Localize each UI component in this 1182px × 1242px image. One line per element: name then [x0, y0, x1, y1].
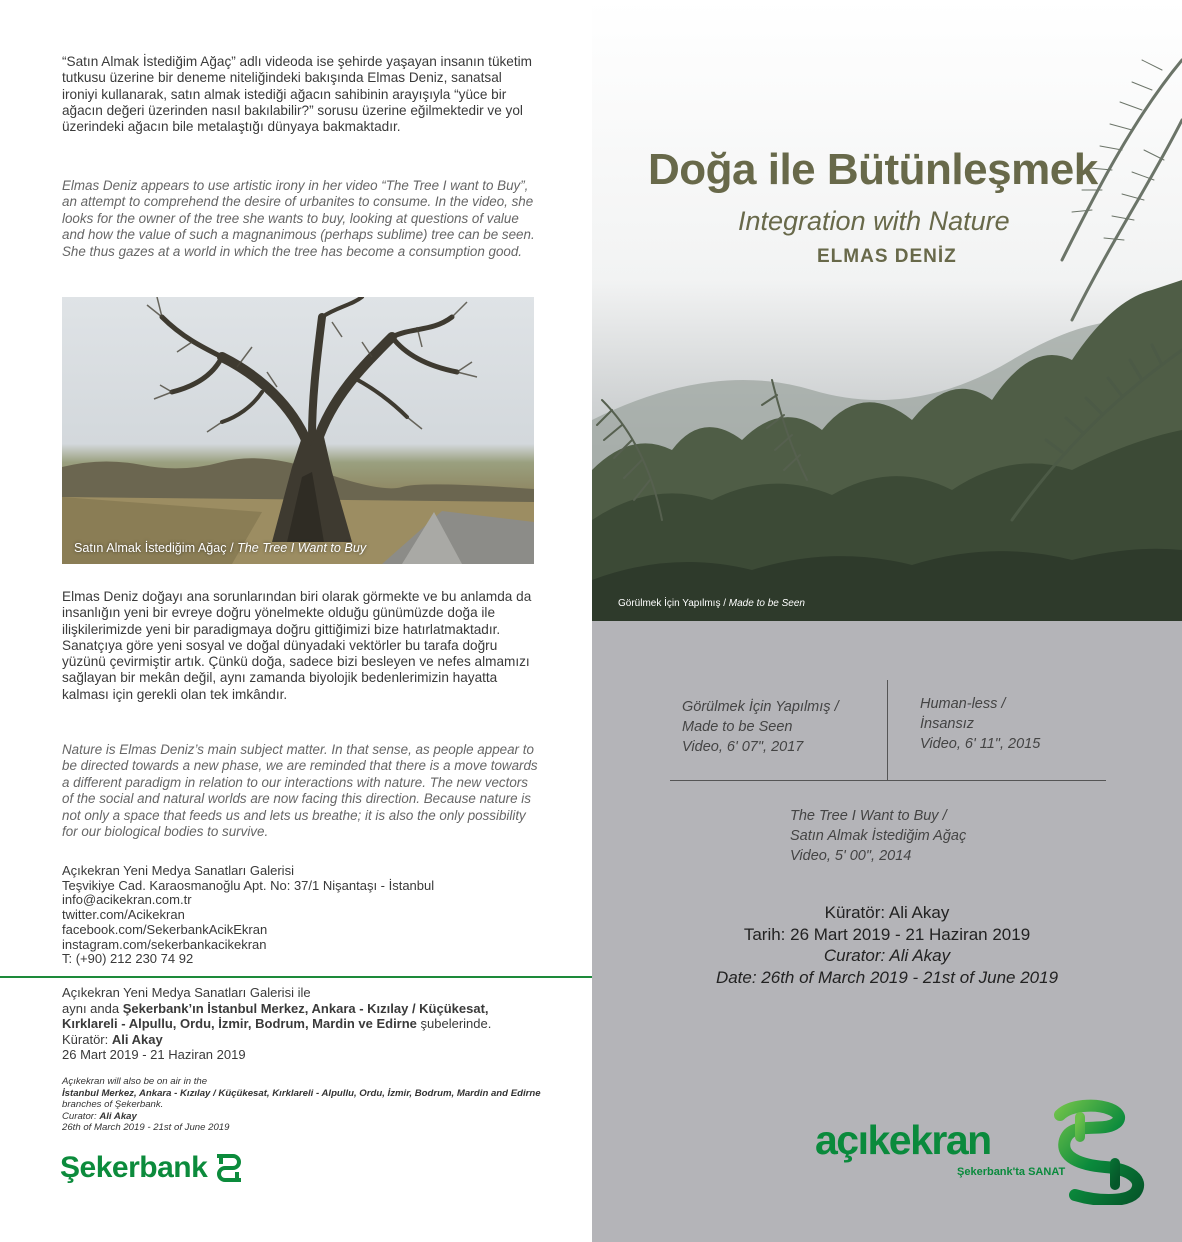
acikekran-wordmark: açıkekran: [815, 1117, 991, 1163]
jungle-photo-illustration: [592, 0, 1182, 621]
work-title: The Tree I Want to Buy /: [790, 808, 947, 824]
sekerbank-logo: [60, 1148, 247, 1188]
exhibition-subtitle: Integration with Nature: [738, 206, 1010, 236]
email-link[interactable]: info@acikekran.com.tr: [62, 892, 192, 908]
work-subtitle: Satın Almak İstediğim Ağaç: [790, 828, 967, 844]
partner-en-intro: Açıkekran will also be on air in the: [62, 1076, 208, 1087]
tree-photo-illustration: [62, 297, 534, 564]
work-item: [920, 694, 1040, 754]
contact-block: [62, 864, 542, 967]
partner-curator: [62, 1032, 542, 1048]
partner-curator-label: Küratör:: [62, 1031, 112, 1047]
sekerbank-wordmark: Şekerbank: [60, 1151, 208, 1184]
partner-branches: [62, 1001, 542, 1032]
work-item: [790, 806, 966, 866]
date-en: Date: 26th of March 2019 - 21st of June 2019: [715, 967, 1059, 987]
twitter-link[interactable]: twitter.com/Acikekran: [62, 907, 185, 923]
work-subtitle: İnsansız: [920, 716, 974, 732]
cover-photo-caption-tr: Görülmek İçin Yapılmış /: [618, 598, 729, 609]
works-vertical-divider: [887, 680, 888, 780]
partner-curator-name: Ali Akay: [111, 1031, 163, 1047]
exhibition-title: Doğa ile Bütünleşmek: [648, 145, 1098, 194]
credits-block: [592, 902, 1182, 988]
acikekran-ribbon-icon: [1050, 1095, 1150, 1205]
partner-intro: Açıkekran Yeni Medya Sanatları Galerisi ile: [62, 985, 311, 1000]
acikekran-tagline: Şekerbank'ta SANAT: [957, 1166, 1066, 1178]
partner-branches-post: şubelerinde.: [416, 1016, 492, 1032]
instagram-link[interactable]: instagram.com/sekerbankacikekran: [62, 936, 267, 952]
partner-block-en: [62, 1076, 542, 1134]
partner-en-branches-post: branches of Şekerbank.: [62, 1099, 164, 1111]
sekerbank-s-icon: [211, 1152, 247, 1184]
work-subtitle: Made to be Seen: [682, 719, 793, 735]
works-horizontal-divider: [670, 780, 1106, 781]
tree-photo-caption: [74, 541, 366, 555]
phone-number: T: (+90) 212 230 74 92: [62, 951, 194, 967]
cover-photo-caption: [618, 598, 805, 609]
intro-paragraph-en: Elmas Deniz appears to use artistic irony in her video “The Tree I want to Buy”, an attempt to comprehend the desire of urbanites to consume. In the video, she looks for the owner of the tree she wants to buy, looking at questions of value and how the value of such a magnanimous (perhaps sublime) tree can be seen. She thus gazes at a world in which the tree has become a consumption good.: [62, 178, 535, 259]
curator-en: Curator: Ali Akay: [823, 946, 951, 965]
partner-en-branches: [62, 1088, 542, 1111]
gallery-address: Teşvikiye Cad. Karaosmanoğlu Apt. No: 37/1 Nişantaşı - İstanbul: [62, 877, 435, 893]
work-meta: Video, 6' 07", 2017: [682, 739, 804, 755]
intro-paragraph-tr: “Satın Almak İstediğim Ağaç” adlı videoda ise şehirde yaşayan insanın tüketim tutkusu üzerine bir deneme niteliğindeki bakışında Elmas Deniz, sanatsal ironiyi kullanarak, satın almak istediği ağacın sahibinin arayışıyla “yüce bir ağacın değeri üzerinden nasıl bakılabilir?” sorusu üzerine eğilmektedir ve yol üzerindeki ağacın bile metalaştığı dünyaya bakmaktadır.: [62, 54, 532, 135]
tree-photo-caption-en: The Tree I Want to Buy: [237, 541, 367, 555]
curator-tr: Küratör: Ali Akay: [824, 903, 950, 922]
partner-en-curator-label: Curator:: [62, 1110, 100, 1122]
gallery-name: Açıkekran Yeni Medya Sanatları Galerisi: [62, 863, 294, 878]
work-meta: Video, 5' 00", 2014: [790, 848, 912, 864]
green-divider: [0, 976, 592, 978]
body-paragraph-en: Nature is Elmas Deniz’s main subject matter. In that sense, as people appear to be directed towards a new phase, we are reminded that there is a move towards a different paradigm in relation to our interactions with nature. The new vectors of the social and natural worlds are now facing this direction. Because nature is not only a space that feeds us and lets us breathe; it is also the only possibility for our biological bodies to survive.: [62, 742, 538, 840]
work-item: [682, 697, 839, 757]
partner-en-dates: 26th of March 2019 - 21st of June 2019: [62, 1122, 230, 1134]
work-title: Human-less /: [920, 696, 1006, 712]
partner-block-tr: [62, 985, 542, 1063]
partner-dates: 26 Mart 2019 - 21 Haziran 2019: [62, 1047, 246, 1063]
cover-photo: [592, 0, 1182, 621]
artist-name: ELMAS DENİZ: [817, 246, 957, 267]
work-meta: Video, 6' 11", 2015: [920, 736, 1041, 752]
tree-photo: [62, 297, 534, 564]
date-tr: Tarih: 26 Mart 2019 - 21 Haziran 2019: [743, 924, 1031, 944]
partner-branches-pre: aynı anda: [62, 1000, 123, 1016]
tree-photo-caption-tr: Satın Almak İstediğim Ağaç /: [74, 541, 238, 555]
body-paragraph-tr: Elmas Deniz doğayı ana sorunlarından biri olarak görmekte ve bu anlamda da insanlığın yeni bir evreye doğru yönelmekte olduğu günümüzde doğa ile ilişkilerimizde yeni bir paradigmaya doğru gittiğimizi bize hatırlatmaktadır. Sanatçıya göre yeni sosyal ve doğal dünyadaki vektörler bu tarafa doğru yüzünü çevirmiştir artık. Çünkü doğa, sadece bizi besleyen ve nefes almamızı sağlayan bir mekân değil, aynı zamanda biyolojik bedenlerimizin hayatta kalması için gerekli olan tek imkândır.: [62, 589, 532, 702]
partner-en-branches-list: İstanbul Merkez, Ankara - Kızılay / Küçükesat, Kırklareli - Alpullu, Ordu, İzmir, Bodrum, Mardin and Edirne: [62, 1087, 541, 1099]
cover-photo-caption-en: Made to be Seen: [728, 598, 805, 609]
facebook-link[interactable]: facebook.com/SekerbankAcikEkran: [62, 921, 268, 937]
work-title: Görülmek İçin Yapılmış /: [682, 699, 839, 715]
partner-en-curator-name: Ali Akay: [99, 1110, 137, 1122]
partner-en-curator: [62, 1111, 542, 1123]
partner-branches-list: Şekerbank’ın İstanbul Merkez, Ankara - Kızılay / Küçükesat, Kırklareli - Alpullu, Ordu, İzmir, Bodrum, Mardin ve Edirne: [62, 1000, 489, 1032]
